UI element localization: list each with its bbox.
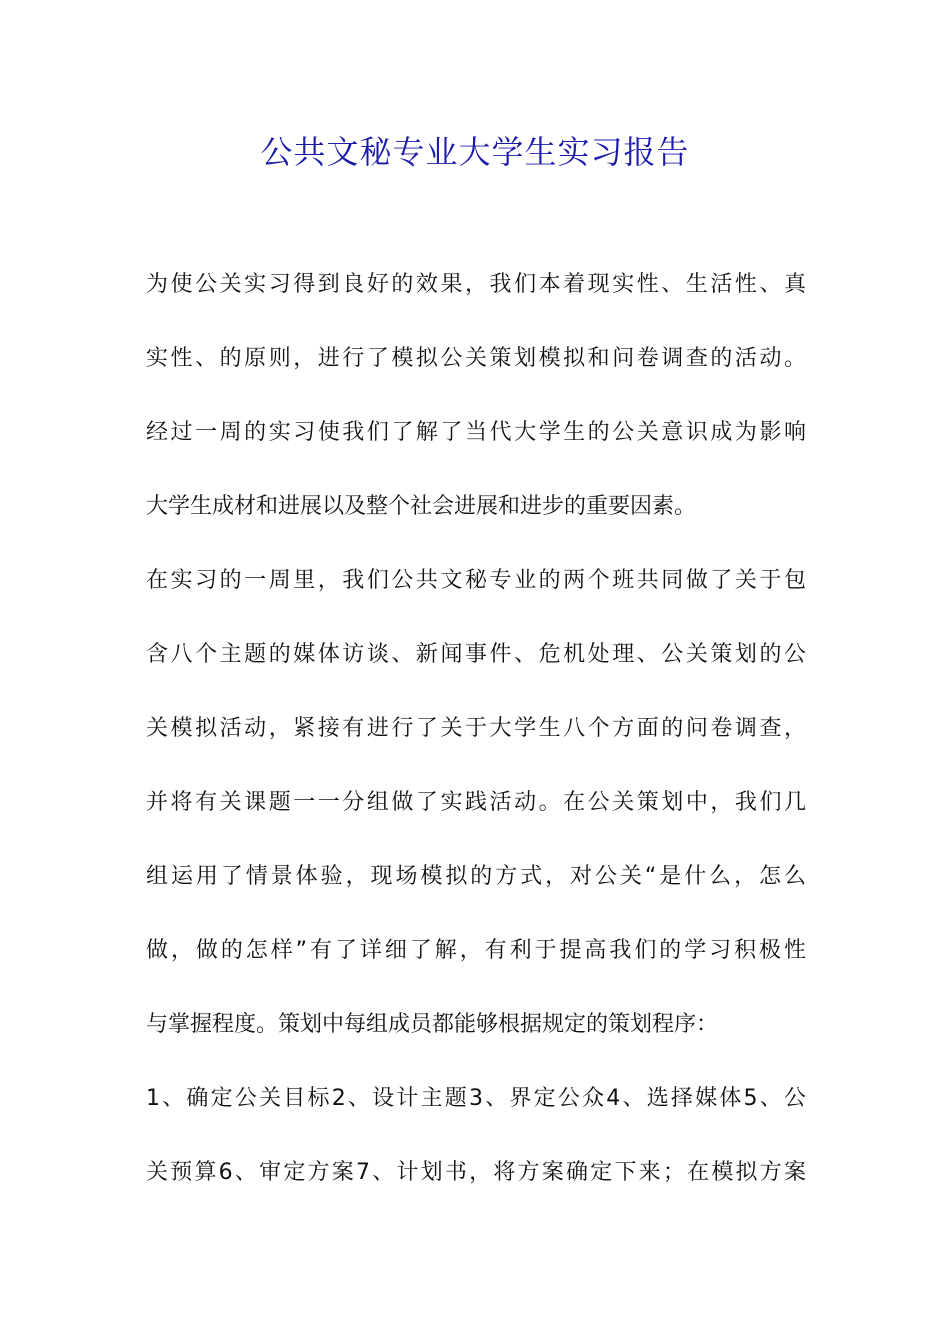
body-line-6: 含八个主题的媒体访谈、新闻事件、危机处理、公关策划的公 [146, 642, 806, 667]
body-line-3: 经过一周的实习使我们了解了当代大学生的公关意识成为影响 [146, 420, 806, 445]
body-line-8: 并将有关课题一一分组做了实践活动。在公关策划中，我们几 [146, 790, 806, 815]
body-line-7: 关模拟活动，紧接有进行了关于大学生八个方面的问卷调查， [146, 716, 806, 741]
body-line-13: 关预算6、审定方案7、计划书，将方案确定下来；在模拟方案 [146, 1160, 806, 1185]
document-title: 公共文秘专业大学生实习报告 [260, 133, 690, 171]
body-line-10: 做，做的怎样”有了详细了解，有利于提高我们的学习积极性 [146, 938, 806, 963]
body-line-12: 1、确定公关目标2、设计主题3、界定公众4、选择媒体5、公 [146, 1086, 806, 1111]
body-line-1: 为使公关实习得到良好的效果，我们本着现实性、生活性、真 [146, 272, 806, 297]
body-line-9: 组运用了情景体验，现场模拟的方式，对公关“是什么，怎么 [146, 864, 806, 889]
body-line-4: 大学生成材和进展以及整个社会进展和进步的重要因素。 [146, 494, 697, 519]
body-line-2: 实性、的原则，进行了模拟公关策划模拟和问卷调查的活动。 [146, 346, 806, 371]
body-line-11: 与掌握程度。策划中每组成员都能够根据规定的策划程序： [146, 1012, 719, 1037]
body-line-5: 在实习的一周里，我们公共文秘专业的两个班共同做了关于包 [146, 568, 806, 593]
